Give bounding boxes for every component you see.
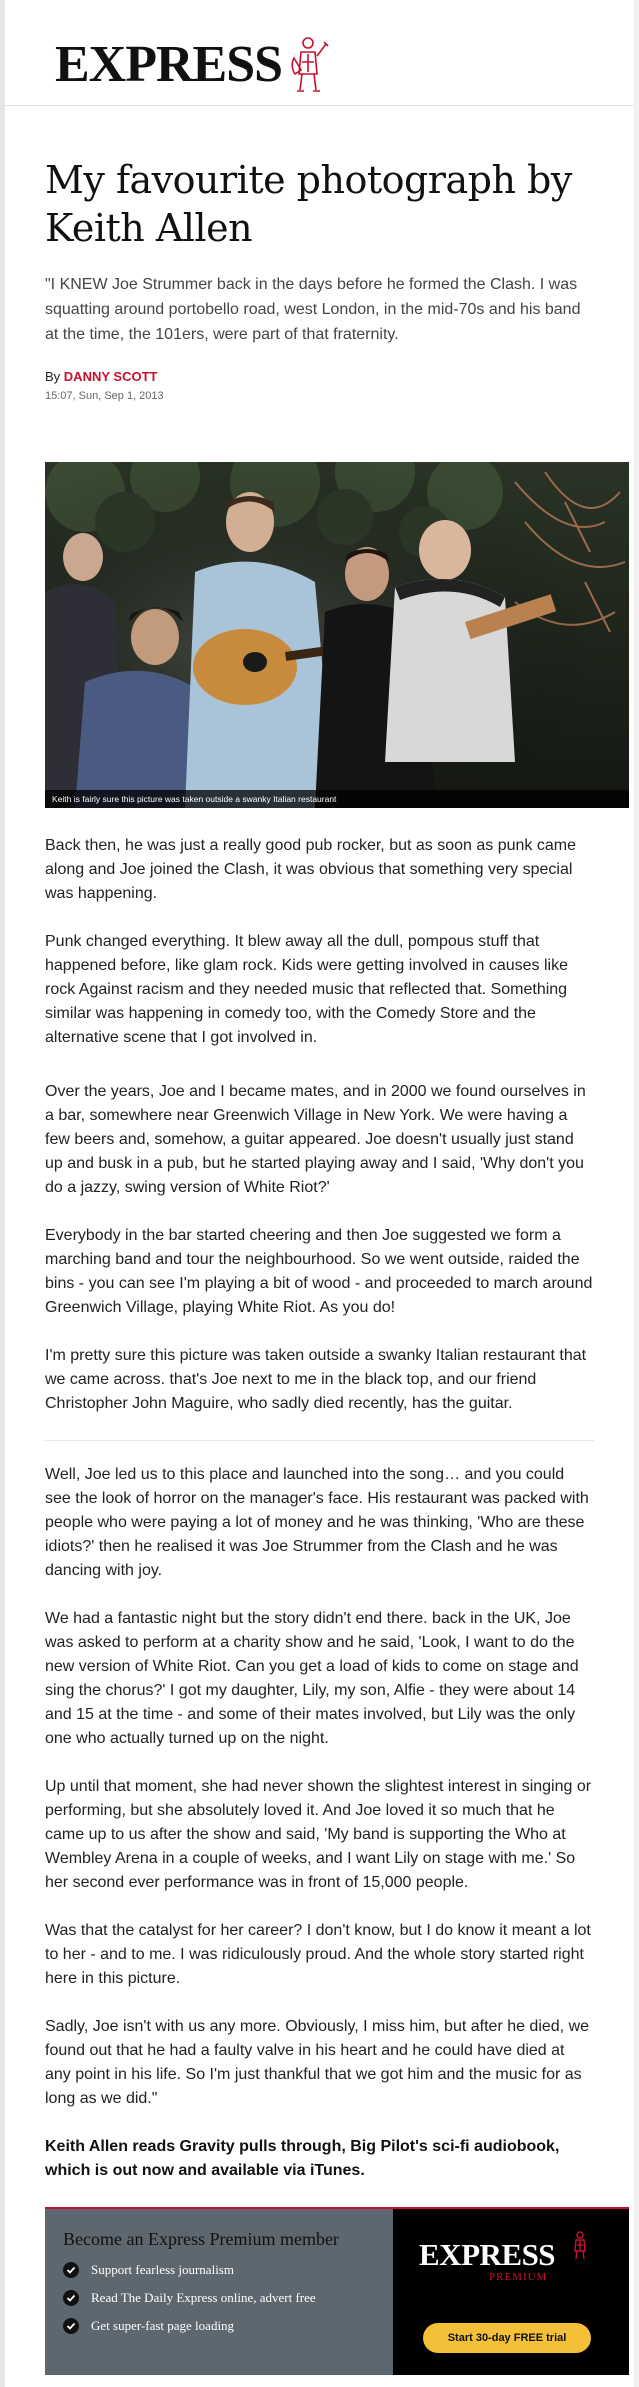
audiobook-promo: Keith Allen reads Gravity pulls through, Big Pilot's sci-fi audiobook, which is out now and available via iTunes. bbox=[45, 2138, 560, 2179]
paragraph: Everybody in the bar started cheering and then Joe suggested we form a marching band and tour the neighbourhood. So we went outside, raided the bins - you can see I'm playing a bit of wood - and proceeded to march around Greenwich Village, playing White Riot. As you do! bbox=[45, 1227, 593, 1316]
headline: My favourite photograph by Keith Allen bbox=[45, 158, 572, 250]
paragraph: We had a fantastic night but the story didn't end there. back in the UK, Joe was asked to perform at a charity show and he said, 'Look, I want to do the new version of White Riot. Can you get a load of kids to come on stage and sing the chorus?' I got my daughter, Lily, my son, Alfie - they were about 14 and 15 at the time - and some of their mates involved, but Lily was the only one who actually turned up on the night. bbox=[45, 1610, 579, 1747]
paragraph: I'm pretty sure this picture was taken outside a swanky Italian restaurant that we came across. that's Joe next to me in the black top, and our friend Christopher John Maguire, who sadly died recently, has the guitar. bbox=[45, 1347, 587, 1412]
article-page bbox=[5, 0, 634, 2387]
paragraph: Up until that moment, she had never shown the slightest interest in singing or performing, but she absolutely loved it. And Joe loved it so much that he came up to us after the show and said, 'My band is supporting the Who at Wembley Arena in a couple of weeks, and I want Lily on stage with me.' So her second ever performance was in front of 15,000 people. bbox=[45, 1778, 592, 1891]
byline bbox=[45, 369, 594, 384]
paragraph: Well, Joe led us to this place and launched into the song… and you could see the look of horror on the manager's face. His restaurant was packed with people who were paying a lot of money and he was thinking, 'Who are these idiots?' then he realised it was Joe Strummer from the Clash and he was dancing with joy. bbox=[45, 1466, 589, 1579]
premium-banner bbox=[45, 2207, 629, 2375]
author-link[interactable]: DANNY SCOTT bbox=[63, 369, 158, 384]
premium-title: Become an Express Premium member bbox=[63, 2229, 339, 2249]
paragraph: Over the years, Joe and I became mates, and in 2000 we found ourselves in a bar, somewhere near Greenwich Village in New York. We were having a few beers and, somehow, a guitar appeared. Joe doesn't usually just stand up and busk in a pub, but he started playing away and I said, 'Why don't you do a jazzy, swing version of White Riot?' bbox=[45, 1083, 586, 1196]
express-logo-text: EXPRESS bbox=[55, 36, 283, 93]
premium-benefits bbox=[45, 2209, 393, 2375]
start-trial-button[interactable]: Start 30-day FREE trial bbox=[423, 2323, 591, 2353]
perk-label: Get super-fast page loading bbox=[91, 2318, 235, 2333]
paragraph: Back then, he was just a really good pub rocker, but as soon as punk came along and Joe joined the Clash, it was obvious that something very special was happening. bbox=[45, 837, 576, 902]
article-body bbox=[45, 834, 594, 2183]
byline-prefix: By bbox=[45, 369, 64, 384]
perk-item bbox=[63, 2318, 393, 2334]
paragraph: Punk changed everything. It blew away all the dull, pompous stuff that happened before, like glam rock. Kids were getting involved in causes like rock Against racism and they needed music that reflected that. Something similar was happening in comedy too, with the Comedy Store and the alternative scene that I got involved in. bbox=[45, 933, 568, 1046]
perk-item bbox=[63, 2262, 393, 2278]
hero-photo bbox=[45, 462, 629, 808]
crusader-icon bbox=[286, 34, 330, 96]
premium-logo-text: EXPRESS bbox=[419, 2237, 556, 2272]
premium-brand-panel bbox=[393, 2209, 629, 2375]
photo-illustration bbox=[45, 462, 629, 808]
publish-date: 15:07, Sun, Sep 1, 2013 bbox=[45, 390, 164, 402]
article bbox=[5, 156, 634, 2375]
check-icon bbox=[63, 2262, 79, 2278]
check-icon bbox=[63, 2290, 79, 2306]
section-divider bbox=[45, 1440, 594, 1441]
standfirst: "I KNEW Joe Strummer back in the days before he formed the Clash. I was squatting around portobello road, west London, in the mid-70s and his band at the time, the 101ers, were part of that fraternity. bbox=[45, 276, 581, 343]
masthead bbox=[5, 0, 634, 106]
photo-caption: Keith is fairly sure this picture was taken outside a swanky Italian restaurant bbox=[45, 790, 629, 808]
perk-label: Read The Daily Express online, advert free bbox=[91, 2290, 316, 2305]
crusader-icon bbox=[569, 2231, 591, 2261]
paragraph: Sadly, Joe isn't with us any more. Obviously, I miss him, but after he died, we found out that he had a faulty valve in his heart and he could have died at any point in his life. So I'm just thankful that we got him and the music for as long as we did." bbox=[45, 2018, 590, 2107]
perk-item bbox=[63, 2290, 393, 2306]
perk-label: Support fearless journalism bbox=[91, 2262, 234, 2277]
express-logo-link[interactable] bbox=[55, 34, 330, 96]
paragraph: Was that the catalyst for her career? I don't know, but I do know it meant a lot to her - and to me. I was ridiculously proud. And the whole story started right here in this picture. bbox=[45, 1922, 591, 1987]
check-icon bbox=[63, 2318, 79, 2334]
premium-logo-sub: PREMIUM bbox=[489, 2271, 548, 2283]
